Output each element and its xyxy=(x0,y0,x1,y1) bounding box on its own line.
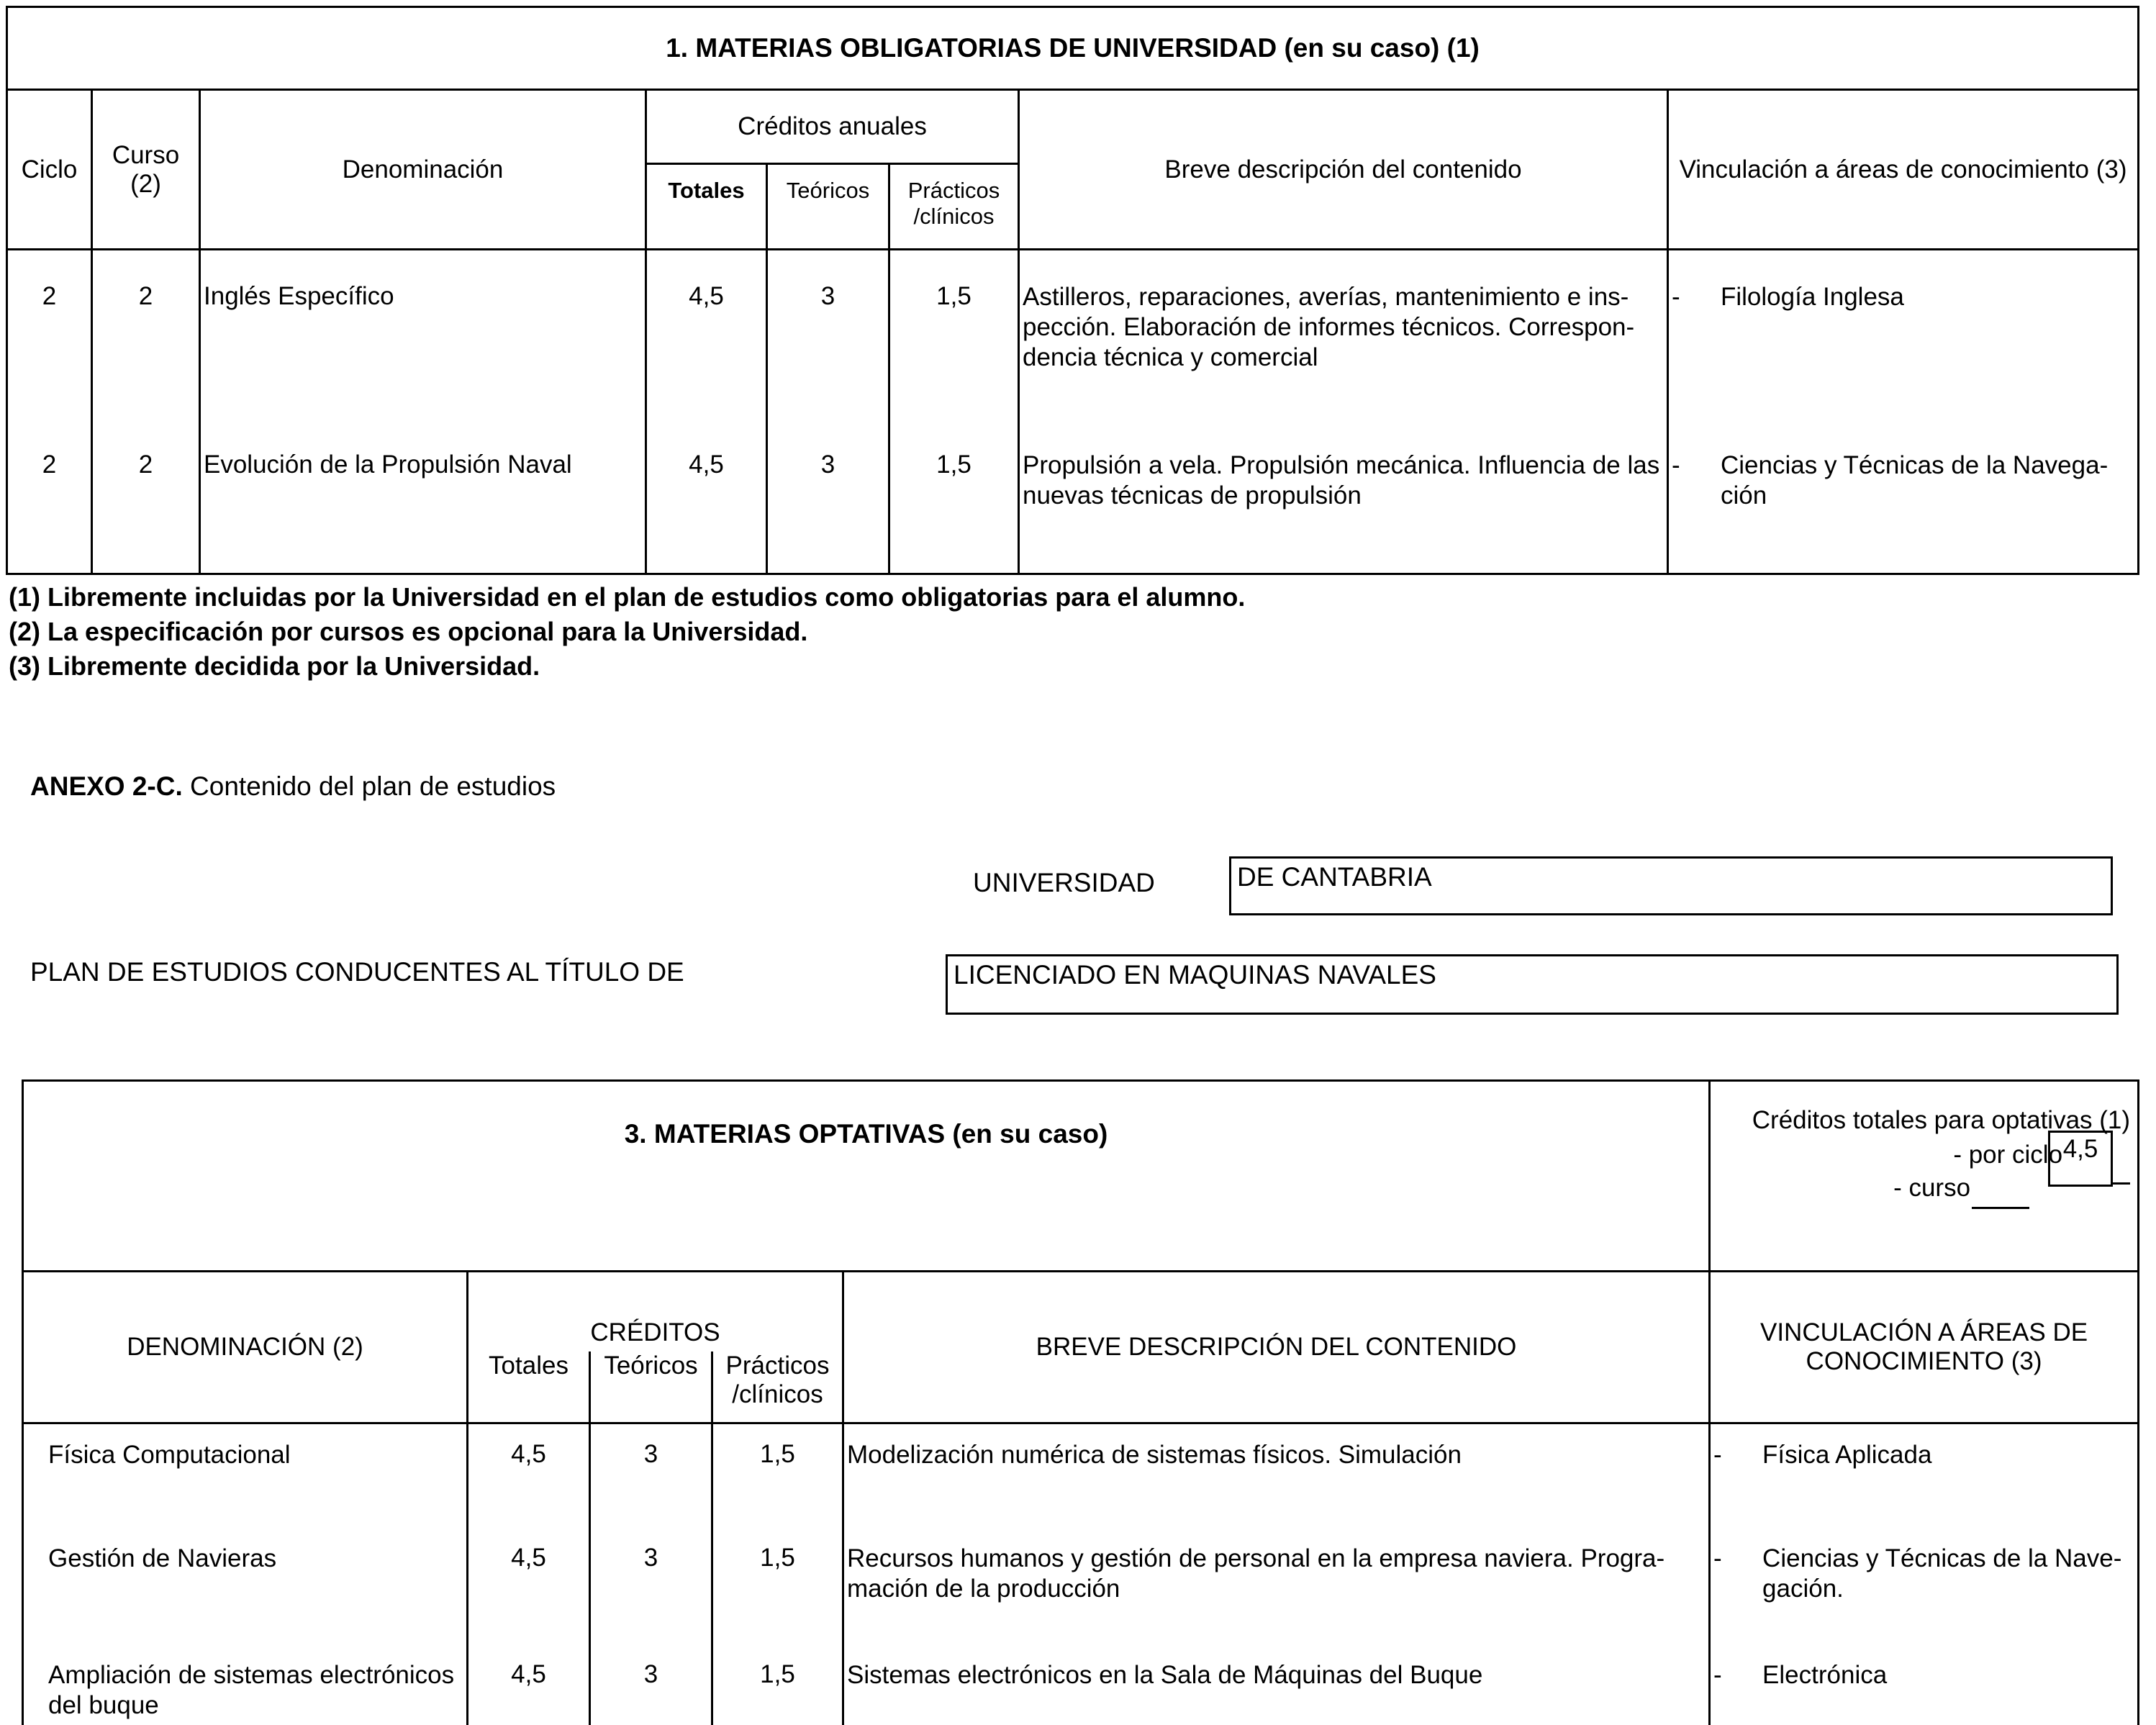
creditos-totales-cell xyxy=(1710,1081,2139,1272)
table-row xyxy=(7,272,2139,440)
cell-descripcion: Recursos humanos y gestión de personal en la empresa naviera. Progra-mación de la producción xyxy=(843,1528,1710,1644)
cell-descripcion: Astilleros, reparaciones, averías, mantenimiento e ins-pección. Elaboración de informes técnicos. Correspon-dencia técnica y comercial xyxy=(1019,272,1668,440)
vinculacion-text: Electrónica xyxy=(1762,1661,1888,1689)
cell-totales: 4,5 xyxy=(646,272,767,440)
cell-denominacion: Evolución de la Propulsión Naval xyxy=(200,440,646,574)
field-tick xyxy=(2113,1182,2130,1185)
header-creditos: Créditos anuales xyxy=(646,90,1019,164)
header-practicos xyxy=(889,164,1019,250)
footnotes xyxy=(9,580,1245,684)
cell-curso: 2 xyxy=(92,440,200,574)
header-creditos: CRÉDITOS xyxy=(468,1272,843,1352)
footnote: (2) La especificación por cursos es opcional para la Universidad. xyxy=(9,617,808,646)
header-teoricos: Teóricos xyxy=(767,164,889,250)
cell-vinculacion xyxy=(1710,1528,2139,1644)
curso-blank-line xyxy=(1972,1207,2029,1209)
obligatorias-table xyxy=(6,6,2139,575)
universidad-field: DE CANTABRIA xyxy=(1229,856,2113,915)
cell-denominacion: Inglés Específico xyxy=(200,272,646,440)
cell-teoricos: 3 xyxy=(767,440,889,574)
cell-teoricos: 3 xyxy=(590,1644,712,1725)
cell-vinculacion xyxy=(1668,272,2139,440)
header-practicos-label: Prácticos xyxy=(725,1352,830,1380)
cell-practicos: 1,5 xyxy=(712,1528,843,1644)
header-practicos-label: Prácticos xyxy=(907,178,1000,203)
por-ciclo-label: - por ciclo xyxy=(1953,1141,2063,1169)
plan-label: PLAN DE ESTUDIOS CONDUCENTES AL TÍTULO DE xyxy=(30,957,684,987)
cell-descripcion: Modelización numérica de sistemas físicos. Simulación xyxy=(843,1423,1710,1529)
cell-totales: 4,5 xyxy=(468,1644,590,1725)
header-teoricos: Teóricos xyxy=(590,1352,712,1423)
table3-title: 3. MATERIAS OPTATIVAS (en su caso) xyxy=(23,1081,1710,1272)
cell-ciclo: 2 xyxy=(7,440,92,574)
cell-descripcion: Propulsión a vela. Propulsión mecánica. Influencia de las nuevas técnicas de propulsión xyxy=(1019,440,1668,574)
vinculacion-text: Filología Inglesa xyxy=(1721,283,1904,311)
header-practicos xyxy=(712,1352,843,1423)
table-row xyxy=(23,1423,2139,1529)
table-row xyxy=(23,1644,2139,1725)
bullet-dash: - xyxy=(1672,283,1680,311)
header-practicos-sub: /clínicos xyxy=(913,204,995,229)
header-curso xyxy=(92,90,200,250)
header-vinculacion: Vinculación a áreas de conocimiento (3) xyxy=(1668,90,2139,250)
header-ciclo: Ciclo xyxy=(7,90,92,250)
titulo-field: LICENCIADO EN MAQUINAS NAVALES xyxy=(946,954,2119,1015)
header-totales: Totales xyxy=(468,1352,590,1423)
cell-totales: 4,5 xyxy=(468,1423,590,1529)
header-descripcion: Breve descripción del contenido xyxy=(1019,90,1668,250)
header-denominacion: DENOMINACIÓN (2) xyxy=(23,1272,468,1423)
header-totales: Totales xyxy=(646,164,767,250)
vinculacion-text: Física Aplicada xyxy=(1762,1441,1932,1469)
bullet-dash: - xyxy=(1713,1441,1722,1469)
cell-totales: 4,5 xyxy=(646,440,767,574)
vinculacion-text: Ciencias y Técnicas de la Navega-ción xyxy=(1721,451,2109,510)
cell-totales: 4,5 xyxy=(468,1528,590,1644)
anexo-heading xyxy=(30,771,556,802)
cell-teoricos: 3 xyxy=(767,272,889,440)
por-ciclo-field: 4,5 xyxy=(2048,1131,2113,1187)
table-row xyxy=(7,440,2139,574)
cell-teoricos: 3 xyxy=(590,1528,712,1644)
anexo-text: Contenido del plan de estudios xyxy=(182,771,556,801)
cell-practicos: 1,5 xyxy=(889,272,1019,440)
header-vinculacion xyxy=(1710,1272,2139,1423)
cell-denominacion: Ampliación de sistemas electrónicos del buque xyxy=(23,1644,468,1725)
curso-label: - curso xyxy=(1893,1174,1971,1202)
cell-ciclo: 2 xyxy=(7,272,92,440)
creditos-totales-label: Créditos totales para optativas (1) xyxy=(1752,1106,2131,1134)
header-curso-label: Curso xyxy=(112,140,180,169)
cell-denominacion: Física Computacional xyxy=(23,1423,468,1529)
cell-teoricos: 3 xyxy=(590,1423,712,1529)
optativas-table xyxy=(22,1079,2139,1725)
vinculacion-text: Ciencias y Técnicas de la Nave-gación. xyxy=(1762,1544,2122,1603)
cell-vinculacion xyxy=(1710,1423,2139,1529)
anexo-label: ANEXO 2-C. xyxy=(30,771,183,801)
header-vinculacion-line2: CONOCIMIENTO (3) xyxy=(1806,1347,2042,1375)
header-descripcion: BREVE DESCRIPCIÓN DEL CONTENIDO xyxy=(843,1272,1710,1423)
header-curso-note: (2) xyxy=(130,169,161,198)
cell-practicos: 1,5 xyxy=(712,1423,843,1529)
header-practicos-sub: /clínicos xyxy=(732,1380,823,1408)
footnote: (1) Libremente incluidas por la Universidad en el plan de estudios como obligatorias para el alumno. xyxy=(9,582,1246,612)
header-denominacion: Denominación xyxy=(200,90,646,250)
cell-vinculacion xyxy=(1668,440,2139,574)
cell-curso: 2 xyxy=(92,272,200,440)
bullet-dash: - xyxy=(1713,1661,1722,1689)
cell-vinculacion xyxy=(1710,1644,2139,1725)
universidad-label: UNIVERSIDAD xyxy=(973,868,1155,897)
footnote: (3) Libremente decidida por la Universidad. xyxy=(9,651,540,681)
header-vinculacion-line1: VINCULACIÓN A ÁREAS DE xyxy=(1759,1318,2088,1346)
cell-denominacion: Gestión de Navieras xyxy=(23,1528,468,1644)
table-row xyxy=(23,1528,2139,1644)
cell-descripcion: Sistemas electrónicos en la Sala de Máquinas del Buque xyxy=(843,1644,1710,1725)
table1-title: 1. MATERIAS OBLIGATORIAS DE UNIVERSIDAD (en su caso) (1) xyxy=(7,7,2139,90)
cell-practicos: 1,5 xyxy=(889,440,1019,574)
cell-practicos: 1,5 xyxy=(712,1644,843,1725)
bullet-dash: - xyxy=(1713,1544,1722,1572)
bullet-dash: - xyxy=(1672,451,1680,479)
